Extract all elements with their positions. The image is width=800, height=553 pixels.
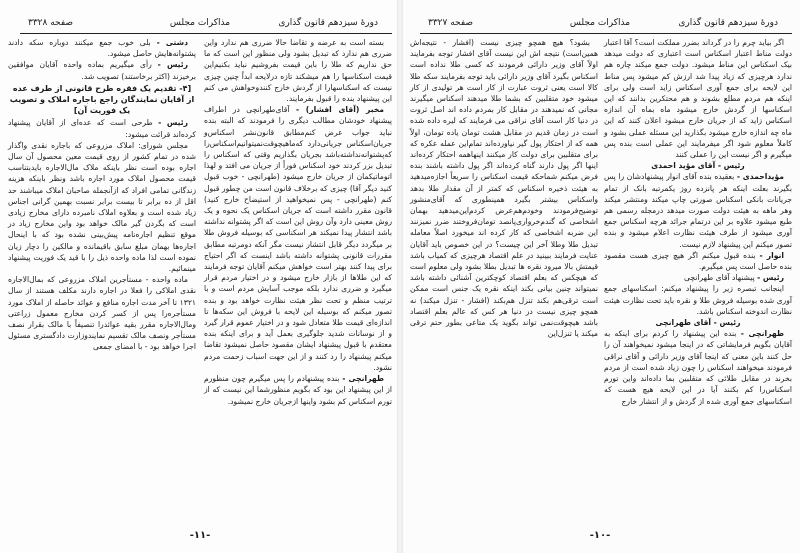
header-page-number: صفحه ۳۳۲۸ <box>28 18 74 28</box>
paragraph-text: طرحی است که عده‌ای از آقایان پیشنهاد کرده‌اند قرائت میشود: <box>8 118 196 139</box>
page-number: -۱۰- <box>589 530 611 541</box>
paragraph-text: مجلس شورای: املاک مزروعی که باجاره نقدی واگذار شده در تمام کشور از روی قیمت معین محصول آن سال اجاره بوده است نظر باینکه ملاک مال‌الاجاره بایدبتناسب قیمت محصول املاک مورد اجاره باشد ونظر باینکه هزینه زندگانی تمامی افراد که ازآنجمله صاحبان املاک میباشند حد اقل از ده برابر تا بیست برابر نسبت بهمین گرانی اجناس زیاد شده است و بعلاوه املاک نامبرده دارای مخارج زیادی است که بگردن گیر مالک خواهد بود واین مخارج زیاد در موقع تنظیم اجاره‌نامه پیش‌بینی نشده بود که با اینحال اجاره‌ها بهمان مبلغ سابق باقیمانده و مالکین را دچار زیان نموده است لذا ماده واحده ذیل را با قید یک فوریت پیشنهاد مینمائیم. <box>8 140 196 274</box>
paragraph-text: پیشنهاد آقای طهرانچی <box>684 273 755 283</box>
speaker-name: مؤیداحمدی - <box>736 172 784 182</box>
speaker-name: طهرانچی - <box>740 329 784 339</box>
paragraph <box>8 274 196 352</box>
paragraph-text: رأی میگیریم بماده واحده آقایان موافقین برخیزند (اکثر برخاستند) تصویب شد. <box>8 60 196 81</box>
paragraph-text: ماده واحده - مستأجرین املاک مزروعی که بمال‌الاجاره نقدی املاکی را فعلا در اجاره دارند مکلف هستند از سال ۱۳۲۱ تا آخر مدت اجاره منافع و عوائد حاصله از املاک مورد مستأجره‌را پس از کسر کردن مخارج معمول زراعتی ومال‌الاجاره مقرر بقیه عوائدرا تنصیفاً با مالک بقرار نصف مستأجر ونصف مالک تقسیم نمایندوزارت دادگستری مسئول اجرا خواهد بود - با امضای جمعی <box>8 275 196 352</box>
page-number: -۱۱- <box>189 530 211 541</box>
text-column-left <box>8 37 196 353</box>
header-title: مذاکرات مجلس <box>569 18 631 28</box>
paragraph-text: بنده قبول میکنم اگر هیچ چیزی هست مقصود بنده حاصل است پس میگیرم. <box>604 250 792 272</box>
paragraph <box>410 37 598 339</box>
paragraph <box>204 104 392 373</box>
text-column-right <box>604 37 792 407</box>
paragraph <box>604 250 792 272</box>
paragraph-text: اگر بیاید چرم را در گرداند بضرر مملکت است؟ آقا اعتبار دولت مناط اعتبار اسکناس است اعتباری که دولت میدهد بیک اسکناس این مناط میشود. دولت جمع میکند چاره هم ندارد هرچیزی که زیاد پیدا شد ارزش کم میشود پس مناط این لایحه برای جمع آوری اسکناس زاید است ولی برای اینکه هم مردم مطلع بشوند و هم محتکرین بدانند که این اسکناسها از گردش خارج میشود ماه بماه آن اندازه اسکناس زاید که از جریان خارج میشود اعلان کنند که این ماه چه اندازه خارج میشود بگذارید این مسئله عملی بشود و کاملاً معلوم شود اگر میفرمایند این عملی است بنده پس میگیرم و اگر نیست این را عملی کنند <box>604 38 792 160</box>
header-series: دورهٔ سیزدهم قانون گذاری <box>278 18 378 28</box>
paragraph <box>604 328 792 406</box>
paragraph <box>204 373 392 407</box>
speaker-name: طهرانچی - <box>342 374 384 384</box>
section-heading: [۴- تقدیم یک فقره طرح قانونی از طرف عده از آقایان نمایندگان راجع باجاره املاک و تصویب یک فوریت آن] <box>9 83 195 116</box>
header-rule <box>420 33 792 34</box>
paragraph-text: بسته است به عرضه و تقاضا حالا ضرری هم ندارد واین ضرری هم ندارد که تبدیل بشود ولی منظور این است که ما حق نداریم که طلا را باین قیمت بفروشیم نباید بکنیم‌این قیمت اسکناسها را هم میشکند تازه درلایحه ابداً چنین چیزی نیست که اسکناسهارا از گردش خارج کنندوخواهش می کنم این پیشنهاد بنده را قبول بفرمایند. <box>204 38 392 104</box>
paragraph <box>8 117 196 139</box>
paragraph <box>604 272 792 283</box>
paragraph <box>8 59 196 81</box>
paragraph <box>604 37 792 160</box>
speaker-name: رئیس - <box>757 273 784 283</box>
page-header <box>408 18 792 32</box>
paragraph <box>604 283 792 317</box>
book-gutter <box>397 0 403 553</box>
paragraph <box>204 37 392 104</box>
speaker-call: رئیس - آقای طهرانچی <box>655 318 741 328</box>
page-header <box>8 18 392 32</box>
paragraph <box>604 171 792 249</box>
speaker-name: رئیس - <box>158 118 188 128</box>
speaker-name: انوار - <box>759 250 784 260</box>
header-page-number: صفحه ۳۳۲۷ <box>428 18 474 28</box>
speaker-name: رئیس - <box>157 60 188 70</box>
paragraph-text: بنده این پیشنهاد را کردم برای اینکه به آقایان بگویم فرمایشاتی که در اینجا میشود نمیخواهند آن را حل کنند باین معنی که اینجا آقای وزیر دارائی و آقای نراقی فرمودند میخواهند اسکناس را چون زیاد شده است از مردم بخرند در مقابل طلائی که متقلبین بما داده‌اند واین تورم اسکناس‌را کم بکنند آیا در این لایحه هیچ هست که اسکناسهای جمع آوری شده از گردش و از انتشار خارج <box>604 329 792 406</box>
speaker-name: مخبر (آقای افشار) - <box>295 105 385 115</box>
text-column-right <box>204 37 392 407</box>
paragraph-text: اینجانب تبصره زیر را پیشنهاد میکنم: اسکناسهای جمع آوری شده بوسیله فروش طلا و نقره باید تحت نظارت هیئت نظارت اندوخته اسکناس باشد. <box>604 284 792 316</box>
header-title: مذاکرات مجلس <box>169 18 231 28</box>
paragraph-text: بلی خوب جمع میکنند دوباره سکه دادند پشتوانه‌هایش حاصل میشود. <box>8 38 196 59</box>
paragraph <box>8 140 196 274</box>
paragraph-text: بعقیده بنده آقای انوار پیشنهادشان را پس بگیرند بعلت اینکه هر پانزده روز یکمرتبه بانک از تمام جریانات بانکی اسکناس صورتی چاپ میکند ومنتشر میکند وهر ماهه به هیئت دولت صورت میدهد درمجله رسمی هم طبع میشود علاوه بر این درتمام جرائد هرچه اسکناس جمع آوری میشود از طرف هیئت نظارت اعلام میشود و بنده تصور میکنم این پیشنهاد لازم نیست. <box>604 172 792 249</box>
text-column-left <box>410 37 598 339</box>
paragraph <box>8 37 196 59</box>
speaker-call: رئیس - آقای مؤید احمدی <box>651 161 745 171</box>
paragraph-text: بنده پیشنهادم را پس میگیرم چون منظورم از این پیشنهاد این بود که بگویم منظورشما این نیست که از تورم اسکناس کم بشود واینها ازجریان خارج نمیشود. <box>204 374 392 406</box>
header-series: دورهٔ سیزدهم قانون گذاری <box>678 18 778 28</box>
speaker-name: دشتی - <box>156 38 188 47</box>
paragraph-text: بشود؟ هیچ همچو چیزی نیست (افشار - نتیجه‌اش همین‌است) نتیجه اش این نیست آقای افشار توجه بفرمایند اولاً آقای وزیر دارائی فرمودند که کسی طلا نداده است اسکناس بگیرد آقای وزیر دارائی باید توجه بفرمایند سکه طلا کالا است یعنی ثروت عبارت از کار است هر تولیدی از کار میشود خود متقلبین که بشما طلا میدهند اسکناس میگیرند مجانی که نمیدهند در مقابل کار بمردم داده اند اصل ثروت در دنیا کار است آقای نراقی می فرمایند که لیره داده شده است در زمان قدیم در مقابل هشت تومان یاده تومان، اولاً همه که از احتکار پول گیر نیاورده‌اند تمام‌این عمله‌ عکره که برای متقلبین برای دولت کار میکنند اینها‌همه احتکار کرده‌اند اینها اگر پول دارند گناه کرده‌اند اگر پول داشته باشند بنده فرض میکنم شماحکه قیمت اسکناس را سریعاً اجازه‌میدهید به هیئت ذخیره اسکناس که کمتر از آن مقدار طلا بدهد واسکناس بیشتر بگیرد همینطوری که آقای‌منشور توضیح‌فرمودند وخودم‌هم‌عرض کردم‌این‌میدهید بهمان اشخاصی که گندم‌خرواری‌پانصد تومان‌فروختند ضرر نمیزنند این ضربه اشخاصی که کار کرده اند میخورد اصلاً معامله تبدیل طلا وطلا آخر این چیست؟ در این خصوص باید آقایان عنایت فرمایند ببینید در علم اقتصاد هرچیزی که کمیاب باشد قیمتش بالا میرود نقره ها تبدیل بطلا بشود ولی معلوم است که هیچکس که بعلم اقتصاد کوچکترین آشنائی داشته باشد نمیتواند چنین بیانی بکند اینکه نقره یک جنس است ممکن است ترقی‌هم بکند تنزل هم‌بکند (افشار - تنزل میکند) نه همچو چیزی نیست در دنیا هر کس که عالم بعلم اقتصاد باشد هیچوقت‌نمی تواند بگوید یک متاعی بطور حتم ترقی میکند یا تنزل‌این <box>410 38 598 339</box>
right-page <box>400 0 800 553</box>
header-rule <box>20 33 392 34</box>
paragraph-text: آقای‌طهرانچی در اطراف پیشنهاد خودشان مطالب دیگری را فرمودند که البته بنده نباید جواب عرض کنم‌مطابق قانون‌نشر اسکناس‌و جریان‌اسکناس جریانی‌دارد که‌ماهیچوقت‌نمیتوانیم‌اسکناس‌را که‌پشتوانه‌نداشته‌باشد بجریان بگذاریم وقتی که اسکناس را تبدیل بزر کردند خود اسکناس فوراً از جریان می افتد و لهذا اتوماتیکمان از جریان خارج میشود (طهرانچی - خوب قبول کنید دیگر آقا) چیزی که برخلاف قانون است من چطور قبول کنم (طهرانچی - پس نمیخواهید از استیضاح خارج کنید) قانون مقرر داشته است که جریان اسکناس یک نحوه و یک روش معینی دارد وآن روش این است که اگر پشتوانه نداشته باشد انتشار پیدا نمیکند هر اسکناسی که بوسیله فروش طلا بر میگردد دیگر قابل انتشار نیست مگر آنکه دومرتبه مطابق مقررات قانونی پشتوانه داشته باشد اینست که اگر احتیاج برای پیدا کنند بهتر است خواهش میکنم آقایان توجه فرمایند که این طلاها از بازار خارج میشود و در اختیار مردم قرار میگیرد و ضرری ندارد بلکه موجب آسایش مردم است و با ترتیب منظم و تحت نظر هیئت نظارت خواهد بود و بنده تصور میکنم که بوسیله این لایحه با فروش این سکه‌ها تا اندازه‌ای قیمت طلا متعادل شود و در اختیار عموم قرار گیرد و از نوسانات شدید جلوگیری بعمل آید و برای اینکه بنده معتقدم با قبول پیشنهاد ایشان مقصود حاصل نمیشود تقاضا میکنم پیشنهاد را رد کنند و از این جهت اسباب زحمت مردم نشود. <box>204 105 392 372</box>
